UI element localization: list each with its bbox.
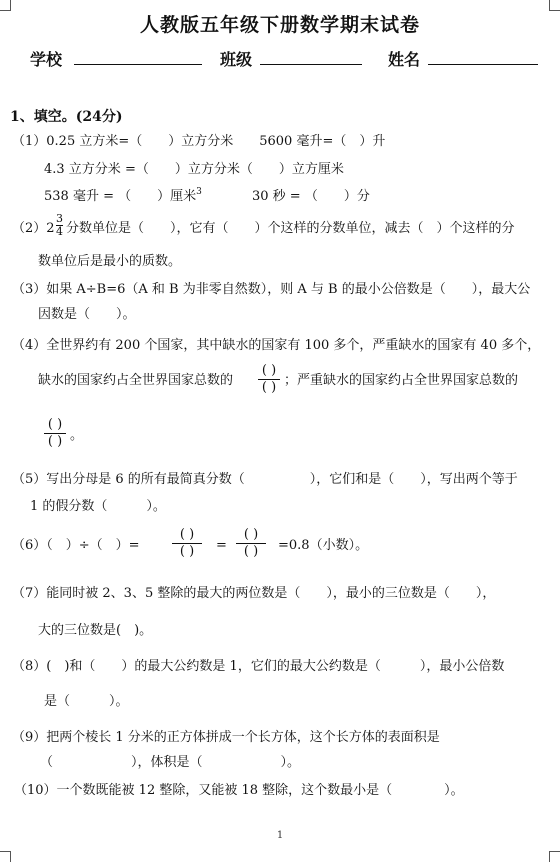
- q6-f2-num: ( ): [243, 527, 259, 542]
- q9-line2: （ ），体积是（ ）。: [40, 755, 301, 770]
- crop-mark-bottom-right: [549, 851, 560, 862]
- page-title: 人教版五年级下册数学期末试卷: [139, 14, 420, 36]
- q2-rest: 分数单位是（ ），它有（ ）个这样的分数单位，减去（ ）个这样的分: [66, 221, 515, 236]
- q4-line3: 。: [70, 428, 84, 443]
- q4-line2a: 缺水的国家约占全世界国家总数的: [38, 373, 234, 388]
- q9-line1: （9）把两个棱长 1 分米的正方体拼成一个长方体，这个长方体的表面积是: [12, 730, 440, 745]
- q4-f1-den: ( ): [261, 380, 277, 395]
- q7-line1: （7）能同时被 2、3、5 整除的最大的两位数是（ ），最小的三位数是（ ），: [12, 586, 496, 601]
- q4-fraction-2[interactable]: [44, 418, 66, 449]
- school-label: 学校: [30, 50, 63, 69]
- q4-line1: （4）全世界约有 200 个国家，其中缺水的国家有 100 多个，严重缺水的国家有 40 多个，: [12, 338, 541, 353]
- page-number: 1: [276, 830, 284, 841]
- q3-line1: （3）如果 A÷B=6（A 和 B 为非零自然数），则 A 与 B 的最小公倍数是（ ），最大公: [12, 282, 531, 297]
- q6-part2: =0.8（小数）。: [278, 538, 369, 553]
- class-fill-line[interactable]: [260, 64, 362, 65]
- q1-line3: [44, 189, 202, 206]
- class-label: 班级: [220, 50, 253, 69]
- q1-superscript: 3: [196, 187, 202, 197]
- q4-f2-num: ( ): [47, 417, 63, 432]
- q5-line1: （5）写出分母是 6 的所有最简真分数（ ），它们和是（ ），写出两个等于: [12, 472, 518, 487]
- q6-f1-num: ( ): [179, 527, 195, 542]
- q6-f2-den: ( ): [243, 544, 259, 559]
- q7-line2: 大的三位数是( )。: [38, 623, 153, 638]
- q6-equals: =: [216, 538, 227, 553]
- q6-f1-den: ( ): [179, 544, 195, 559]
- q2-prefix: （2）2: [12, 221, 55, 236]
- q2-denominator: 4: [56, 225, 63, 238]
- school-fill-line[interactable]: [74, 64, 202, 65]
- q4-f2-den: ( ): [47, 434, 63, 449]
- q4-line2b: ；严重缺水的国家约占全世界国家总数的: [284, 373, 519, 388]
- q1-line3a: 538 毫升 = （ ）厘米: [44, 189, 197, 204]
- q1-line3b: 30 秒 = （ ）分: [252, 189, 370, 204]
- name-fill-line[interactable]: [428, 64, 538, 65]
- q2-fraction: [56, 213, 63, 238]
- q3-line2: 因数是（ ）。: [38, 307, 136, 322]
- q4-f1-num: ( ): [261, 363, 277, 378]
- q4-fraction-1[interactable]: [258, 364, 280, 395]
- q6-fraction-1[interactable]: [172, 528, 202, 559]
- q1-line2: 4.3 立方分米 =（ ）立方分米（ ）立方厘米: [44, 162, 344, 177]
- q2-line2: 数单位后是最小的质数。: [38, 254, 182, 269]
- q6-part1: （6）（ ）÷（ ）=: [12, 538, 140, 553]
- q8-line2: 是（ ）。: [44, 694, 129, 709]
- q1-line1: （1）0.25 立方米=（ ）立方分米 5600 毫升=（ ）升: [12, 134, 386, 149]
- name-label: 姓名: [388, 50, 421, 69]
- q10-line1: （10）一个数既能被 12 整除，又能被 18 整除，这个数最小是（ ）。: [14, 783, 464, 798]
- q5-line2: 1 的假分数（ ）。: [30, 499, 166, 514]
- q2-numerator: 3: [56, 212, 63, 225]
- q6-fraction-2[interactable]: [236, 528, 266, 559]
- section-heading: 1、填空。(24分): [10, 109, 123, 125]
- crop-mark-bottom-left: [0, 851, 11, 862]
- q8-line1: （8）( )和（ ）的最大公约数是 1，它们的最大公约数是（ ），最小公倍数: [12, 659, 505, 674]
